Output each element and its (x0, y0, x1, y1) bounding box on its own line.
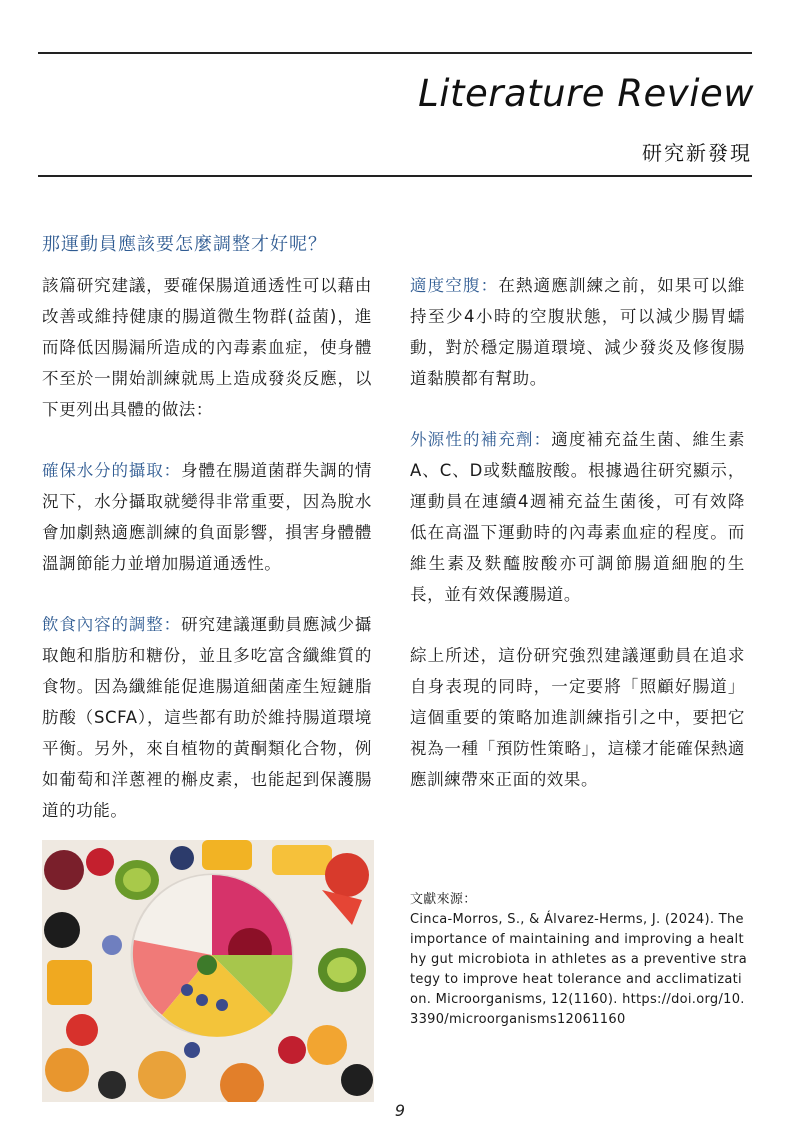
references (410, 890, 750, 1030)
food-bowl-photo (42, 840, 374, 1102)
diet-label: 飲食內容的調整： (42, 615, 182, 634)
summary-paragraph: 綜上所述，這份研究強烈建議運動員在追求自身表現的同時，一定要將「照顧好腸道」這個重要的策略加進訓練指引之中，要把它視為一種「預防性策略」，這樣才能確保熱適應訓練帶來正面的效果。 (410, 646, 745, 789)
hydration-paragraph (42, 455, 372, 579)
fasting-paragraph (410, 270, 745, 394)
right-column (410, 270, 745, 825)
food-bowl-illustration (42, 840, 374, 1102)
section-question: 那運動員應該要怎麼調整才好呢？ (42, 234, 327, 255)
diet-paragraph (42, 609, 372, 826)
page-title: Literature Review (418, 72, 754, 115)
diet-text: 研究建議運動員應減少攝取飽和脂肪和糖份，並且多吃富含纖維質的食物。因為纖維能促進腸道細菌產生短鏈脂肪酸（SCFA），這些都有助於維持腸道環境平衡。另外，來自植物的黃酮類化合物，例如葡萄和洋蔥裡的槲皮素，也能起到保護腸道的功能。 (42, 615, 372, 820)
supplement-label: 外源性的補充劑： (410, 430, 552, 449)
references-label: 文獻來源： (410, 892, 477, 907)
supplement-paragraph (410, 424, 745, 610)
header-bottom-rule (38, 175, 752, 177)
fasting-text: 在熱適應訓練之前，如果可以維持至少4小時的空腹狀態，可以減少腸胃蠕動，對於穩定腸道環境、減少發炎及修復腸道黏膜都有幫助。 (410, 276, 746, 388)
hydration-text: 身體在腸道菌群失調的情況下，水分攝取就變得非常重要，因為脫水會加劇熱適應訓練的負面影響，損害身體體溫調節能力並增加腸道通透性。 (42, 461, 372, 573)
page-subtitle: 研究新發現 (642, 141, 752, 165)
fasting-label: 適度空腹： (410, 276, 499, 295)
header-top-rule (38, 52, 752, 54)
left-column (42, 270, 372, 856)
supplement-text: 適度補充益生菌、維生素A、C、D或麩醯胺酸。根據過往研究顯示，運動員在連續4週補充益生菌後，可有效降低在高溫下運動時的內毒素血症的程度。而維生素及麩醯胺酸亦可調節腸道細胞的生長，並有效保護腸道。 (410, 430, 745, 604)
page-number: 9 (394, 1101, 406, 1120)
hydration-label: 確保水分的攝取： (42, 461, 182, 480)
intro-paragraph: 該篇研究建議，要確保腸道通透性可以藉由改善或維持健康的腸道微生物群(益菌)，進而降低因腸漏所造成的內毒素血症，使身體不至於一開始訓練就馬上造成發炎反應，以下更列出具體的做法： (42, 276, 372, 419)
references-citation: Cinca-Morros, S., & Álvarez-Herms, J. (2024). The importance of maintaining and improving a healthy gut microbiota in athletes as a preventive strategy to improve heat tolerance and acclimatization. Microorganisms, 12(1160). https://doi.org/10.3390/microorganisms12061160 (410, 912, 748, 1027)
